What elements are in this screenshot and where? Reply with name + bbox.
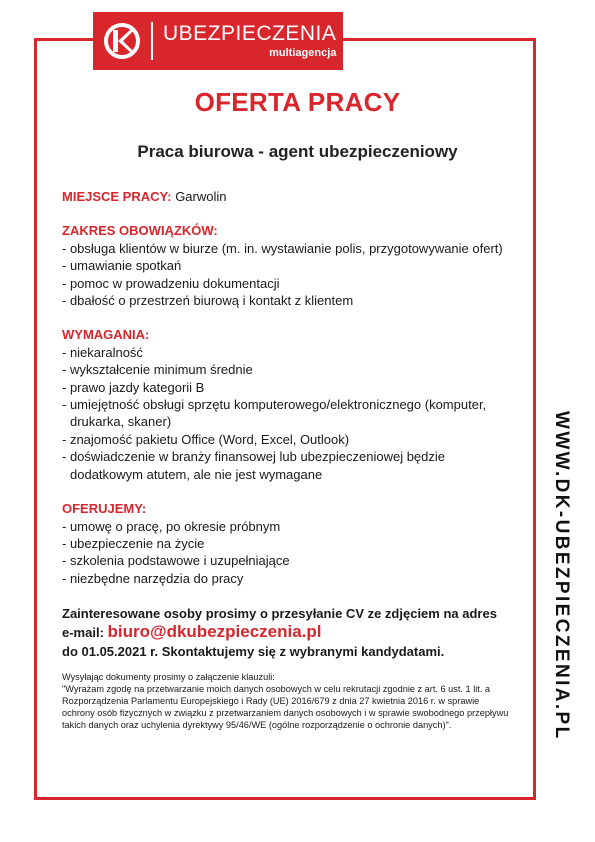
list-item: - umawianie spotkań: [62, 258, 182, 274]
dk-logo-icon: [93, 12, 151, 70]
logo-title: UBEZPIECZENIA: [163, 21, 337, 45]
job-title: Praca biurowa - agent ubezpieczeniowy: [137, 142, 458, 161]
logo-subtitle: multiagencja: [269, 46, 337, 59]
requirements-section: [62, 326, 510, 483]
logo-text: [163, 23, 336, 60]
location-label: MIEJSCE PRACY:: [62, 189, 172, 204]
list-item: - umowę o pracę, po okresie próbnym: [62, 518, 281, 534]
duties-heading: ZAKRES OBOWIĄZKÓW:: [62, 223, 218, 239]
list-item: - obsługa klientów w biurze (m. in. wystawianie polis, przygotowywanie ofert): [62, 240, 503, 256]
list-item: - dbałość o przestrzeń biurową i kontakt z klientem: [62, 293, 354, 309]
page-title: OFERTA PRACY: [194, 87, 401, 117]
list-item: - ubezpieczenie na życie: [62, 535, 205, 551]
website-text[interactable]: WWW.DK-UBEZPIECZENIA.PL: [551, 411, 572, 741]
gdpr-clause: [62, 671, 510, 732]
list-item: - wykształcenie minimum średnie: [62, 362, 253, 378]
clause-text: "Wyrażam zgodę na przetwarzanie moich danych osobowych w celu rekrutacji zgodnie z art. 6 ust. 1 lit. a Rozporządzenia Parlamentu Europejskiego i Rady (UE) 2016/679 z dnia 27 kwietnia 2016 r. w sprawie ochrony osób fizycznych w związku z przetwarzaniem danych osobowych i w sprawie swobodnego przepływu takich danych oraz uchylenia dyrektywy 95/46/WE (ogólne rozporządzenie o ochronie danych)".: [62, 683, 509, 731]
location-section: [62, 188, 510, 205]
list-item: - znajomość pakietu Office (Word, Excel, Outlook): [62, 431, 350, 447]
email-label: e-mail:: [62, 625, 108, 641]
apply-section: [62, 604, 510, 660]
email-link[interactable]: biuro@dkubezpieczenia.pl: [107, 622, 322, 642]
apply-instructions: Zainteresowane osoby prosimy o przesyłanie CV ze zdjęciem na adres: [62, 606, 497, 622]
logo: [93, 12, 343, 70]
list-item: - prawo jazdy kategorii B: [62, 379, 205, 395]
website-url: [548, 405, 574, 747]
list-item: - doświadczenie w branży finansowej lub ubezpieczeniowej będzie dodatkowym atutem, ale nie jest wymagane: [62, 449, 445, 482]
job-content: [62, 188, 510, 732]
list-item: - umiejętność obsługi sprzętu komputerowego/elektronicznego (komputer, drukarka, skaner): [62, 397, 487, 430]
logo-divider: [151, 22, 153, 60]
duties-section: [62, 222, 510, 309]
apply-deadline: do 01.05.2021 r. Skontaktujemy się z wybranymi kandydatami.: [62, 643, 445, 659]
list-item: - szkolenia podstawowe i uzupełniające: [62, 553, 290, 569]
offer-section: [62, 500, 510, 587]
list-item: - niekaralność: [62, 344, 143, 360]
clause-intro: Wysyłając dokumenty prosimy o załączenie klauzuli:: [62, 671, 275, 682]
location-value: Garwolin: [175, 189, 227, 204]
offer-heading: OFERUJEMY:: [62, 501, 147, 517]
email-line: [62, 623, 510, 641]
requirements-heading: WYMAGANIA:: [62, 327, 150, 343]
list-item: - niezbędne narzędzia do pracy: [62, 570, 244, 586]
list-item: - pomoc w prowadzeniu dokumentacji: [62, 275, 280, 291]
